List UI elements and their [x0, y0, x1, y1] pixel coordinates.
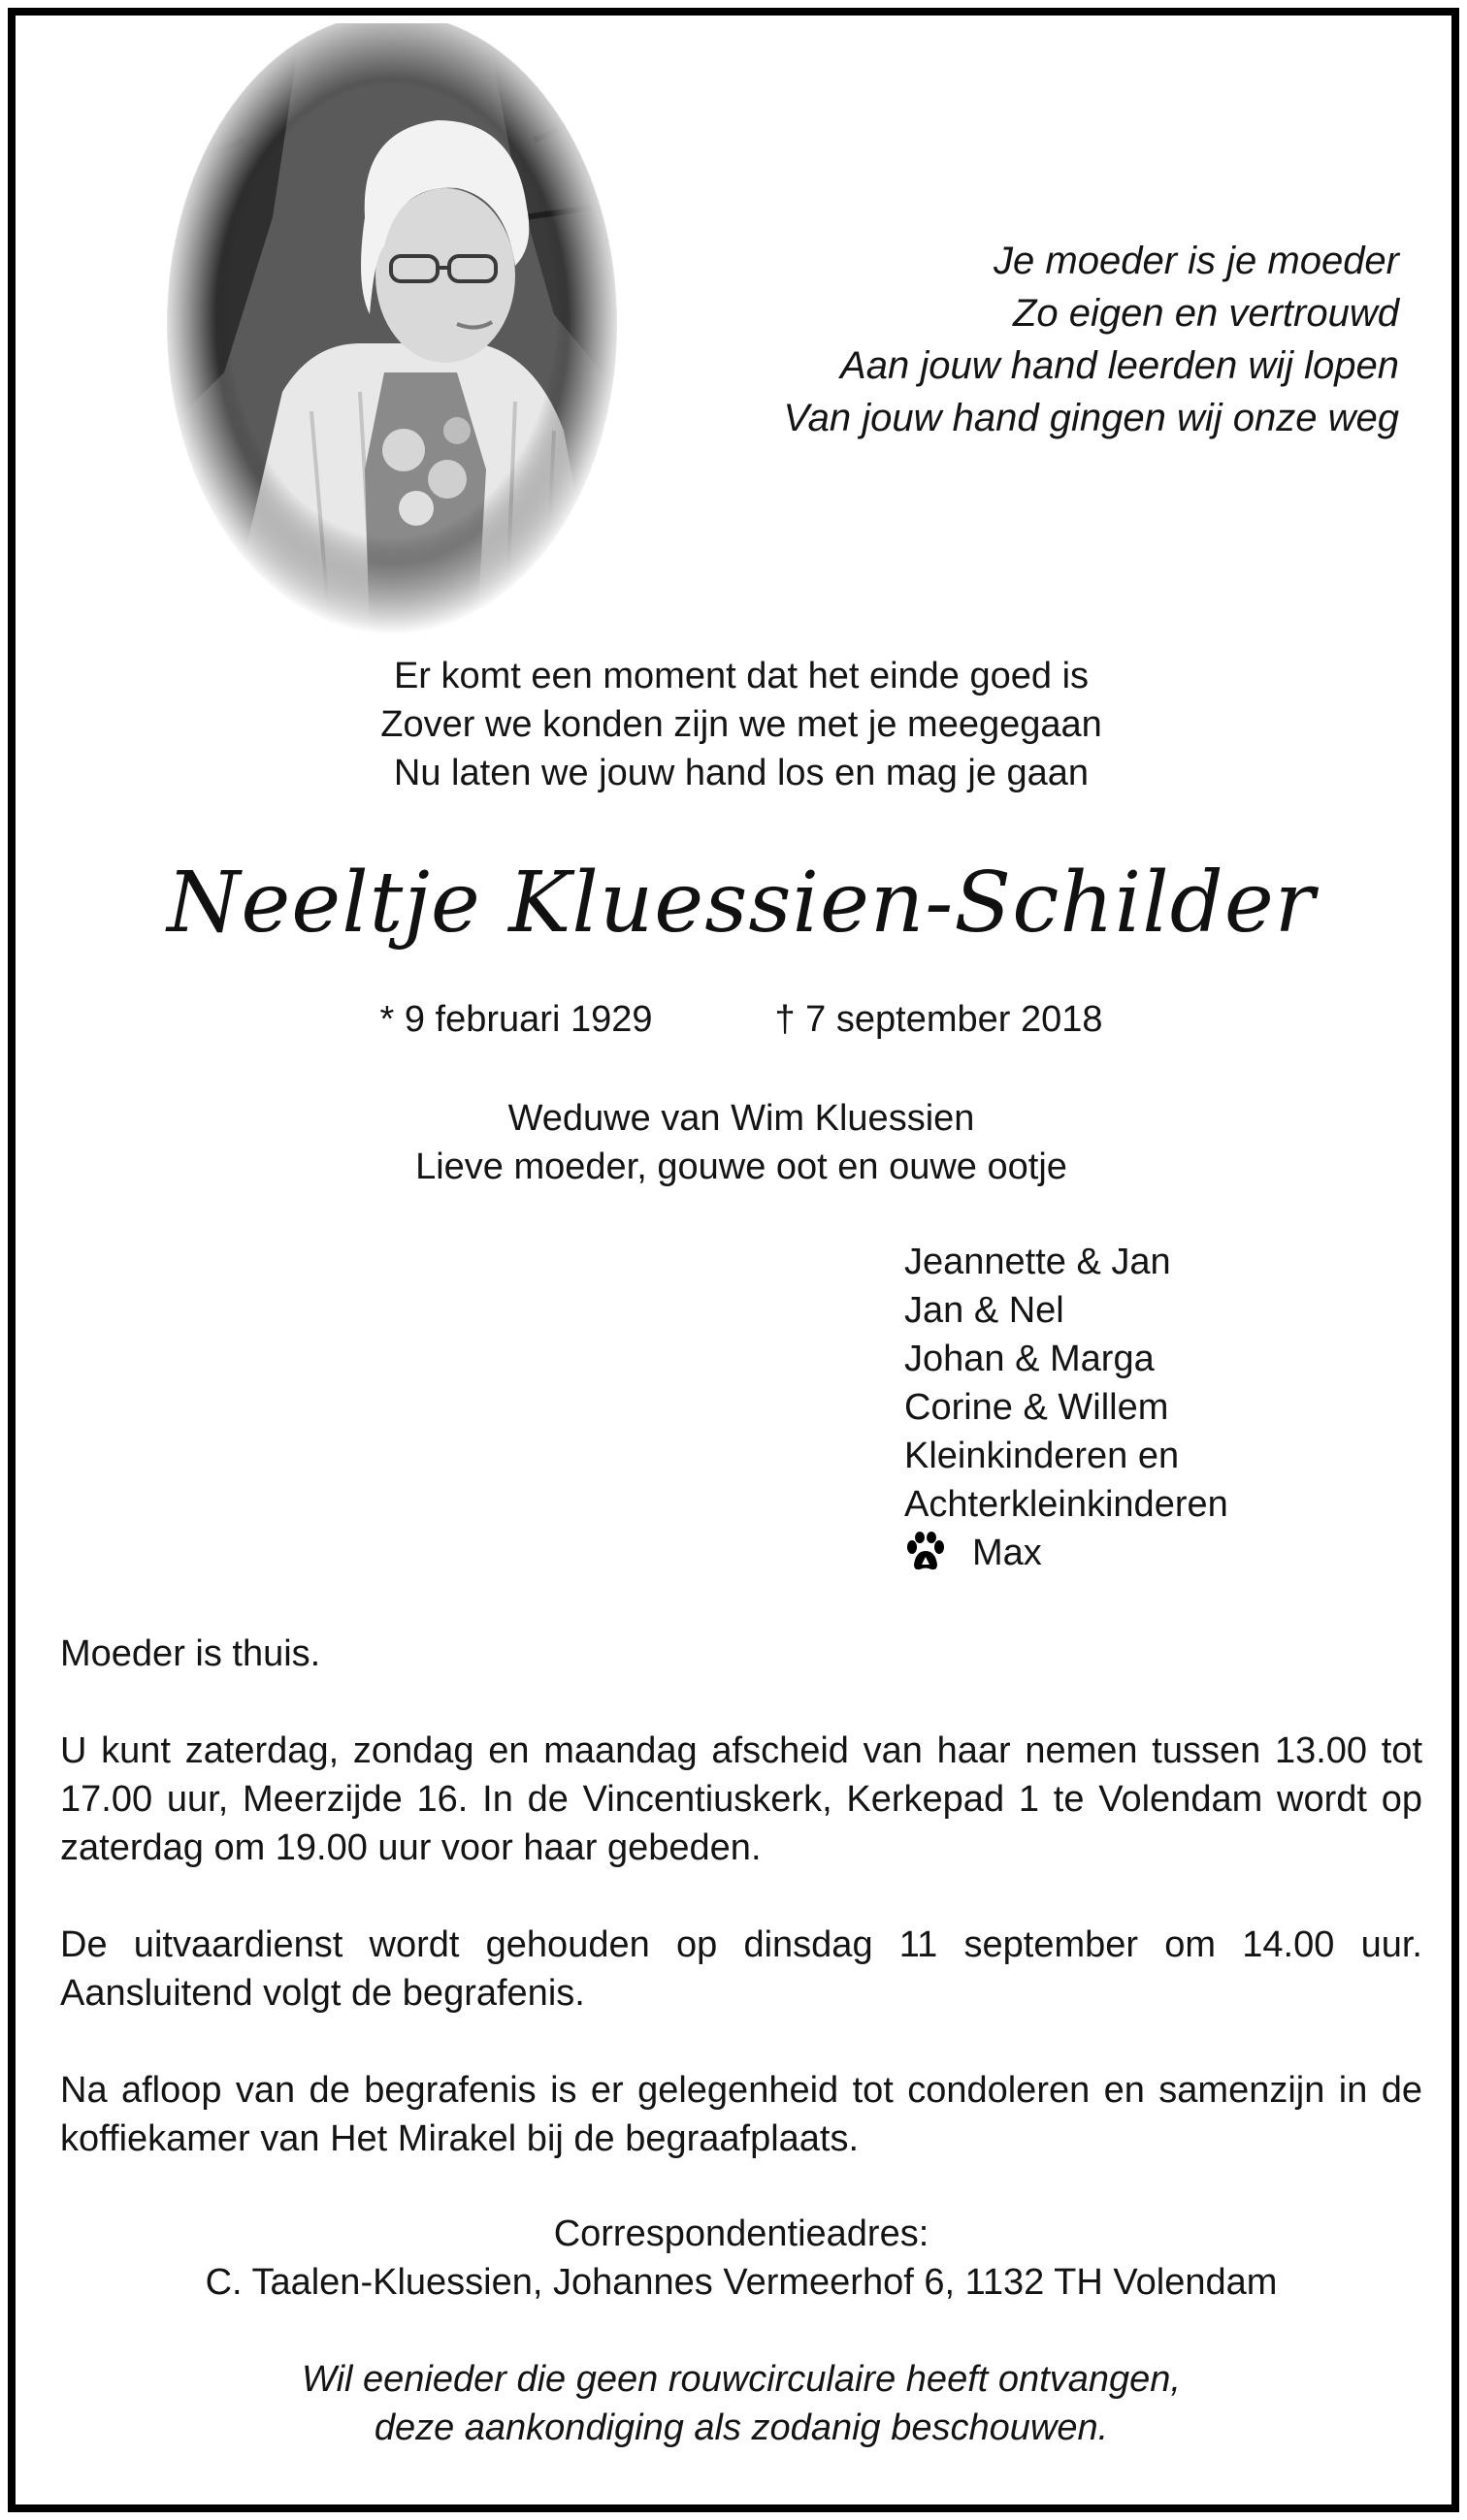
birth-date: * 9 februari 1929	[379, 999, 653, 1040]
family-member: Corine & Willem	[904, 1387, 1169, 1428]
closing-line: Wil eenieder die geen rouwcirculaire heeft ontvangen,	[302, 2359, 1181, 2400]
paragraph: Moeder is thuis.	[60, 1633, 321, 1674]
family-member: Johan & Marga	[904, 1339, 1155, 1379]
paw-icon	[904, 1532, 947, 1570]
life-dates	[16, 995, 1467, 1044]
correspondence-label: Correspondentieadres:	[553, 2213, 929, 2254]
relation-line: Lieve moeder, gouwe oot en ouwe ootje	[415, 1147, 1067, 1187]
paragraph: U kunt zaterdag, zondag en maandag afscheid van haar nemen tussen 13.00 tot 17.00 uur, Meerzijde 16. In de Vincentiuskerk, Kerkepad 1 te Volendam wordt op zaterdag om 19.00 uur voor haar gebeden.	[60, 1730, 1422, 1868]
correspondence-address: C. Taalen-Kluessien, Johannes Vermeerhof 6, 1132 TH Volendam	[205, 2262, 1278, 2303]
poem-top-line: Aan jouw hand leerden wij lopen	[840, 344, 1399, 387]
poem-top-line: Van jouw hand gingen wij onze weg	[783, 397, 1399, 439]
poem-top-line: Zo eigen en vertrouwd	[1012, 292, 1399, 335]
notice-frame	[8, 8, 1459, 2512]
pet-name: Max	[972, 1533, 1042, 1573]
poem-middle-line: Nu laten we jouw hand los en mag je gaan	[393, 753, 1090, 793]
closing-note	[16, 2355, 1467, 2452]
relation-block	[16, 1094, 1467, 1191]
paragraph: Na afloop van de begrafenis is er gelegenheid tot condoleren en samenzijn in de koffiekamer van Het Mirakel bij de begraafplaats.	[60, 2070, 1422, 2159]
correspondence-block	[16, 2210, 1467, 2307]
family-member: Jeannette & Jan	[904, 1242, 1171, 1282]
relation-line: Weduwe van Wim Kluessien	[507, 1098, 975, 1139]
portrait-photo	[166, 23, 618, 644]
family-list	[904, 1238, 1228, 1577]
family-member: Kleinkinderen en	[904, 1436, 1180, 1476]
pet-line	[904, 1529, 1228, 1577]
paragraph: De uitvaardienst wordt gehouden op dinsdag 11 september om 14.00 uur. Aansluitend volgt de begrafenis.	[60, 1924, 1422, 2014]
poem-middle-line: Er komt een moment dat het einde goed is	[393, 656, 1090, 696]
family-member: Jan & Nel	[904, 1290, 1064, 1331]
deceased-name: Neeltje Kluessien-Schilder	[167, 855, 1316, 952]
poem-middle	[16, 652, 1467, 797]
closing-line: deze aankondiging als zodanig beschouwen.	[374, 2407, 1109, 2448]
death-date: † 7 september 2018	[774, 999, 1103, 1040]
family-member: Achterkleinkinderen	[904, 1484, 1228, 1525]
poem-middle-line: Zover we konden zijn we met je meegegaan	[380, 704, 1102, 745]
poem-top-line: Je moeder is je moeder	[994, 240, 1399, 282]
poem-top	[623, 235, 1399, 444]
